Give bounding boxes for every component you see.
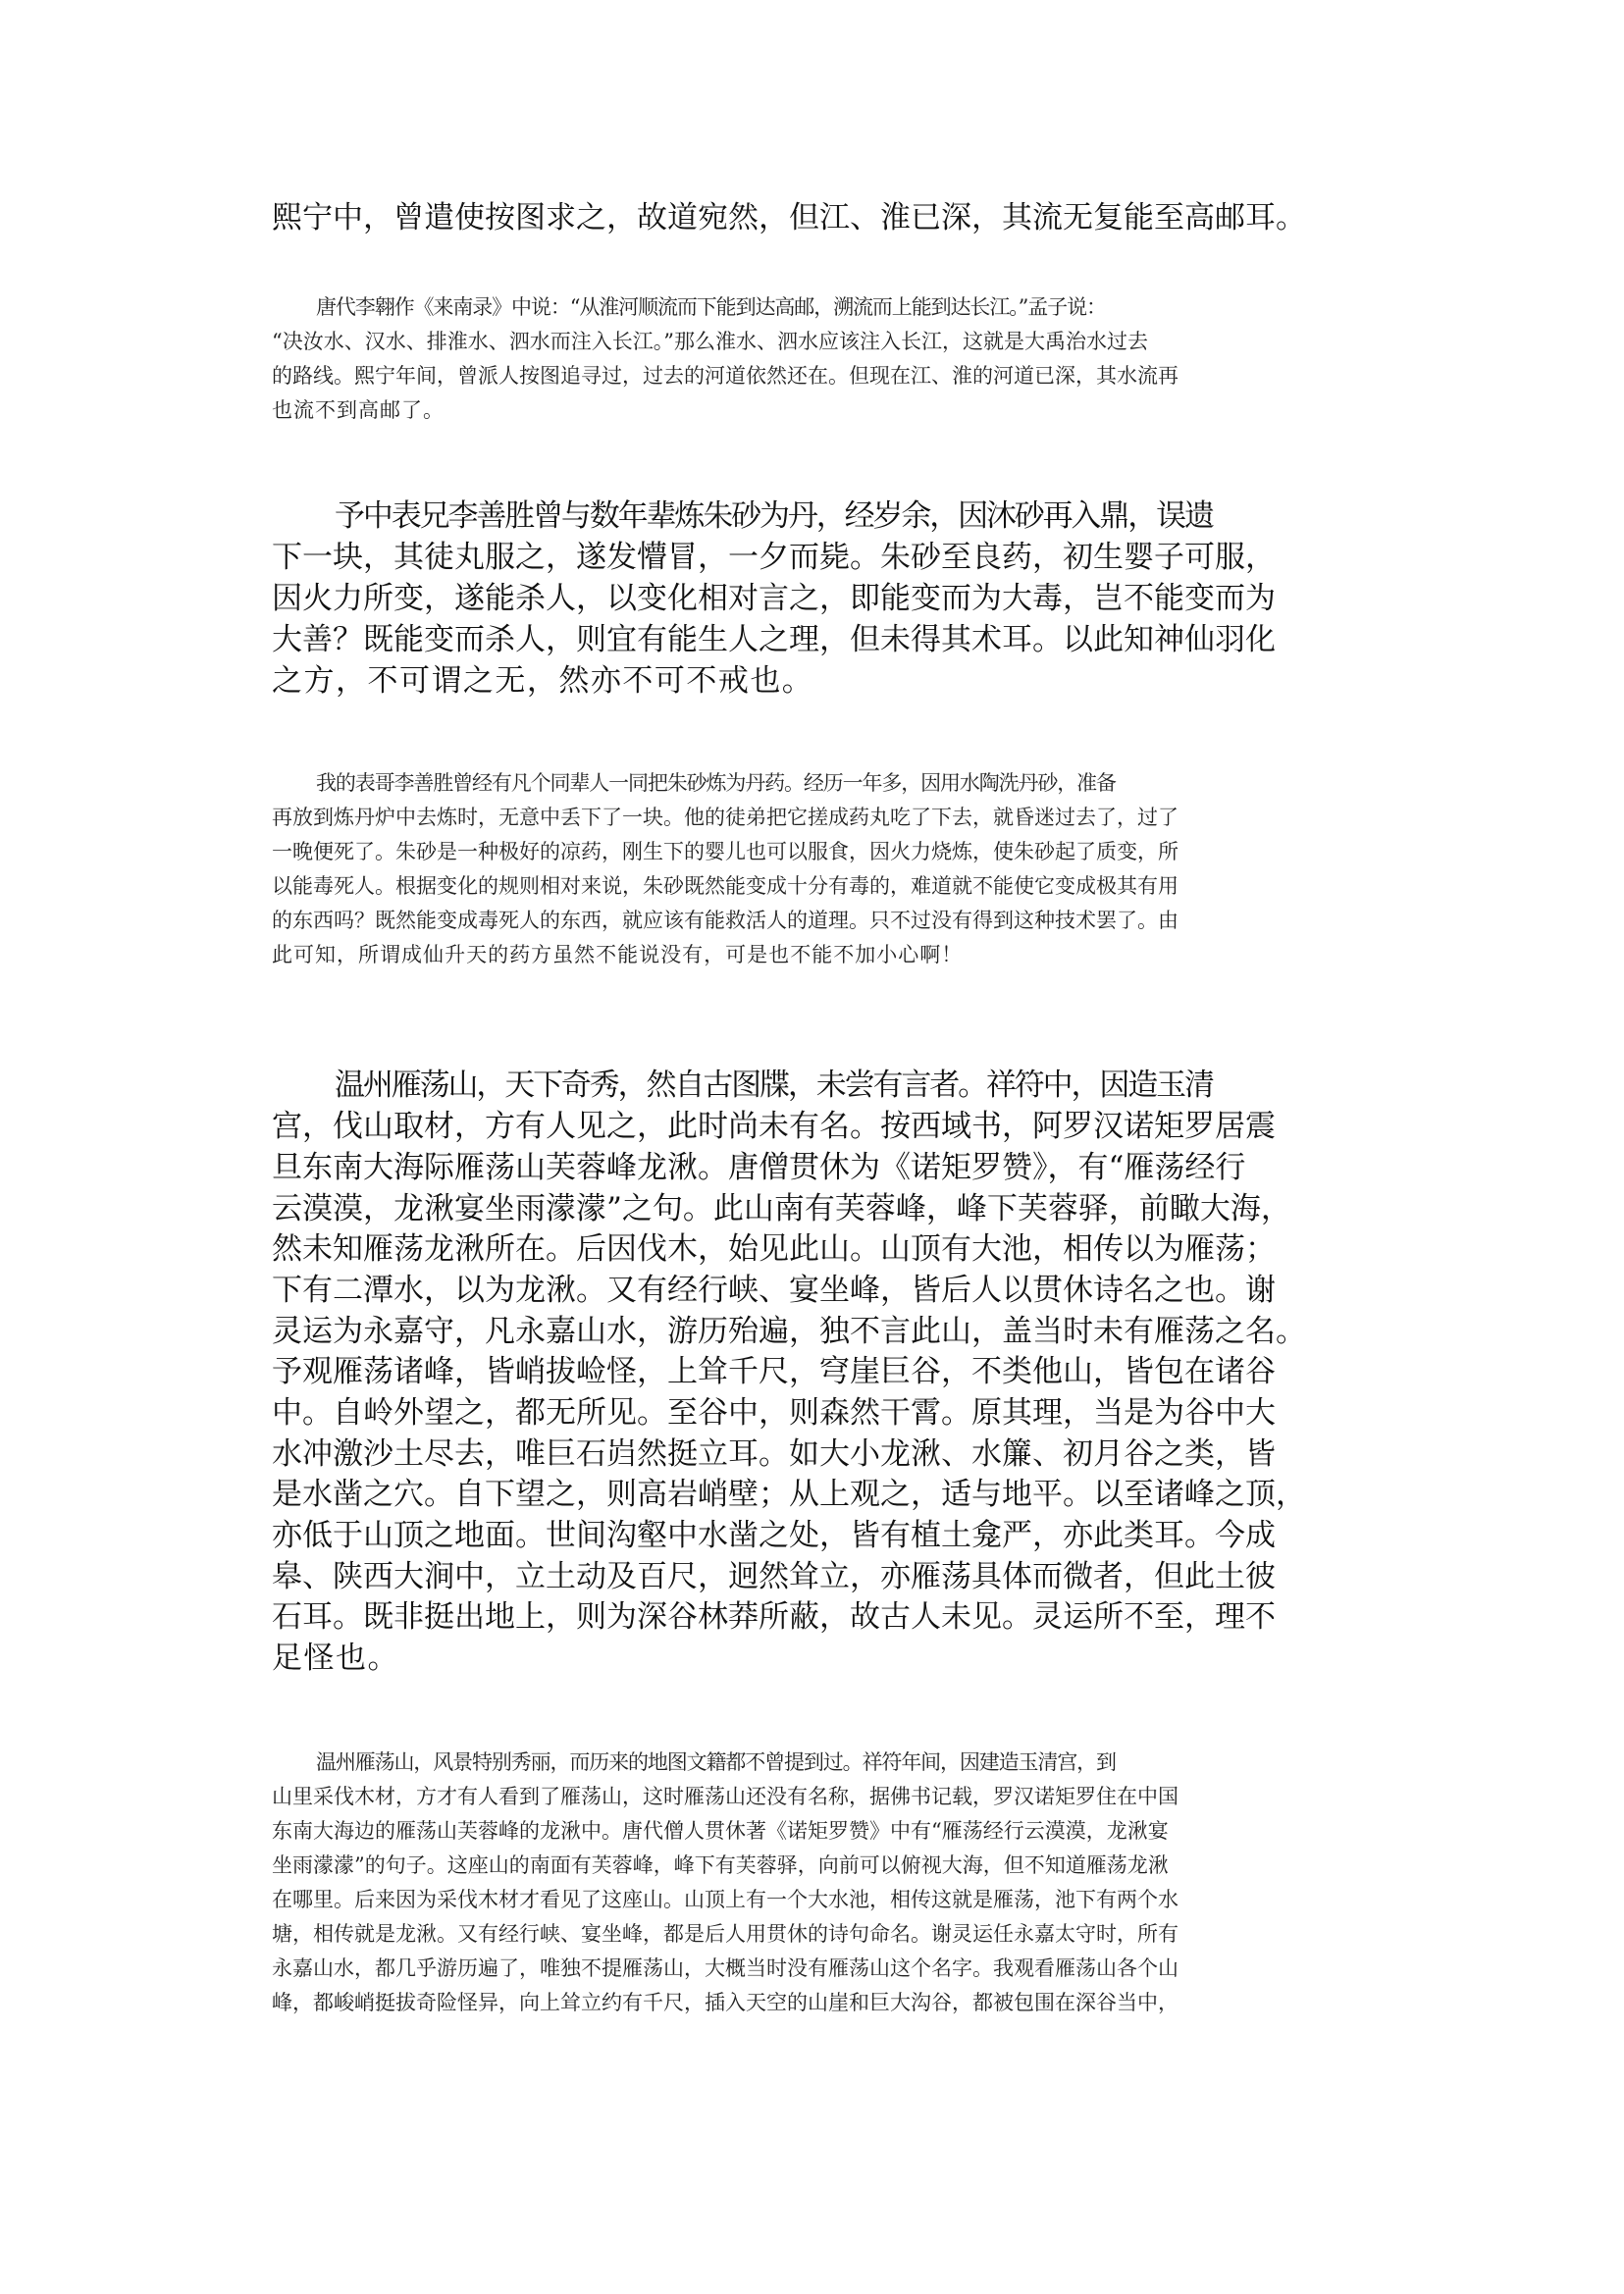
text-line: 坐雨濛濛”的句子。这座山的南面有芙蓉峰，峰下有芙蓉驿，向前可以俯视大海，但不知道雁荡龙湫 xyxy=(272,1853,1169,1877)
text-line: 在哪里。后来因为采伐木材才看见了这座山。山顶上有一个大水池，相传这就是雁荡，池下有两个水 xyxy=(272,1888,1179,1911)
text-line: 予观雁荡诸峰，皆峭拔崄怪，上耸千尺，穹崖巨谷，不类他山，皆包在诸谷 xyxy=(272,1354,1276,1389)
text-line: 一晚便死了。朱砂是一种极好的凉药，刚生下的婴儿也可以服食，因火力烧炼，使朱砂起了质变，所 xyxy=(272,840,1179,863)
text-line: 熙宁中，曾遣使按图求之，故道宛然，但江、淮已深，其流无复能至高邮耳。 xyxy=(272,200,1306,235)
text-line: 皋、陕西大涧中，立土动及百尺，迥然耸立，亦雁荡具体而微者，但此土彼 xyxy=(272,1559,1276,1594)
text-line: 的路线。熙宁年间，曾派人按图追寻过，过去的河道依然还在。但现在江、淮的河道已深，其水流再 xyxy=(272,364,1179,388)
text-line: 以能毒死人。根据变化的规则相对来说，朱砂既然能变成十分有毒的，难道就不能使它变成极其有用 xyxy=(272,874,1179,898)
text-line: 的东西吗？既然能变成毒死人的东西，就应该有能救活人的道理。只不过没有得到这种技术罢了。由 xyxy=(272,909,1179,932)
text-line: 塘，相传就是龙湫。又有经行峡、宴坐峰，都是后人用贯休的诗句命名。谢灵运任永嘉太守时，所有 xyxy=(272,1922,1179,1946)
text-line: 下一块，其徒丸服之，遂发懵冒，一夕而毙。朱砂至良药，初生婴子可服， xyxy=(272,540,1276,575)
text-line: 灵运为永嘉守，凡永嘉山水，游历殆遍，独不言此山，盖当时未有雁荡之名。 xyxy=(272,1314,1306,1349)
text-line: 石耳。既非挺出地上，则为深谷林莽所蔽，故古人未见。灵运所不至，理不 xyxy=(272,1599,1276,1635)
text-line: 亦低于山顶之地面。世间沟壑中水凿之处，皆有植土龛严，亦此类耳。今成 xyxy=(272,1518,1276,1553)
text-line: 大善？既能变而杀人，则宜有能生人之理，但未得其术耳。以此知神仙羽化 xyxy=(272,622,1276,657)
text-line: 温州雁荡山，天下奇秀，然自古图牒，未尝有言者。祥符中，因造玉清 xyxy=(335,1068,1213,1103)
text-line: 唐代李翱作《来南录》中说：“从淮河顺流而下能到达高邮，溯流而上能到达长江。”孟子说： xyxy=(316,295,1106,319)
text-line: 下有二潭水，以为龙湫。又有经行峡、宴坐峰，皆后人以贯休诗名之也。谢 xyxy=(272,1273,1276,1308)
text-line: 峰，都峻峭挺拔奇险怪异，向上耸立约有千尺，插入天空的山崖和巨大沟谷，都被包围在深谷当中， xyxy=(272,1991,1179,2014)
text-line: 温州雁荡山，风景特别秀丽，而历来的地图文籍都不曾提到过。祥符年间，因建造玉清宫，到 xyxy=(316,1750,1116,1774)
text-line: 然未知雁荡龙湫所在。后因伐木，始见此山。山顶有大池，相传以为雁荡； xyxy=(272,1231,1276,1267)
text-line: 永嘉山水，都几乎游历遍了，唯独不提雁荡山，大概当时没有雁荡山这个名字。我观看雁荡山各个山 xyxy=(272,1956,1179,1980)
text-line: 水冲激沙土尽去，唯巨石岿然挺立耳。如大小龙湫、水簾、初月谷之类，皆 xyxy=(272,1436,1276,1472)
text-line: “决汝水、汉水、排淮水、泗水而注入长江。”那么淮水、泗水应该注入长江，这就是大禹治水过去 xyxy=(272,330,1148,353)
text-line: 因火力所变，遂能杀人，以变化相对言之，即能变而为大毒，岂不能变而为 xyxy=(272,581,1276,616)
text-line: 也流不到高邮了。 xyxy=(272,398,445,422)
text-line: 予中表兄李善胜曾与数年辈炼朱砂为丹，经岁余，因沐砂再入鼎，误遗 xyxy=(335,498,1213,534)
text-line: 我的表哥李善胜曾经有凡个同辈人一同把朱砂炼为丹药。经历一年多，因用水陶洗丹砂，准备 xyxy=(316,771,1116,795)
text-line: 再放到炼丹炉中去炼时，无意中丢下了一块。他的徒弟把它搓成药丸吃了下去，就昏迷过去了，过了 xyxy=(272,806,1179,829)
text-line: 东南大海边的雁荡山芙蓉峰的龙湫中。唐代僧人贯休著《诺矩罗赞》中有“雁荡经行云漠漠，龙湫宴 xyxy=(272,1819,1169,1843)
text-line: 足怪也。 xyxy=(272,1641,399,1676)
text-line: 是水凿之穴。自下望之，则高岩峭壁；从上观之，适与地平。以至诸峰之顶， xyxy=(272,1477,1306,1512)
text-line: 云漠漠，龙湫宴坐雨濛濛”之句。此山南有芙蓉峰，峰下芙蓉驿，前瞰大海， xyxy=(272,1191,1291,1226)
text-line: 旦东南大海际雁荡山芙蓉峰龙湫。唐僧贯休为《诺矩罗赞》，有“雁荡经行 xyxy=(272,1150,1246,1185)
text-line: 宫，伐山取材，方有人见之，此时尚未有名。按西域书，阿罗汉诺矩罗居震 xyxy=(272,1109,1276,1144)
text-line: 山里采伐木材，方才有人看到了雁荡山，这时雁荡山还没有名称，据佛书记载，罗汉诺矩罗住在中国 xyxy=(272,1785,1179,1808)
text-line: 此可知，所谓成仙升天的药方虽然不能说没有，可是也不能不加小心啊！ xyxy=(272,943,964,966)
text-line: 之方，不可谓之无，然亦不可不戒也。 xyxy=(272,663,814,699)
text-line: 中。自岭外望之，都无所见。至谷中，则森然干霄。原其理，当是为谷中大 xyxy=(272,1395,1276,1431)
